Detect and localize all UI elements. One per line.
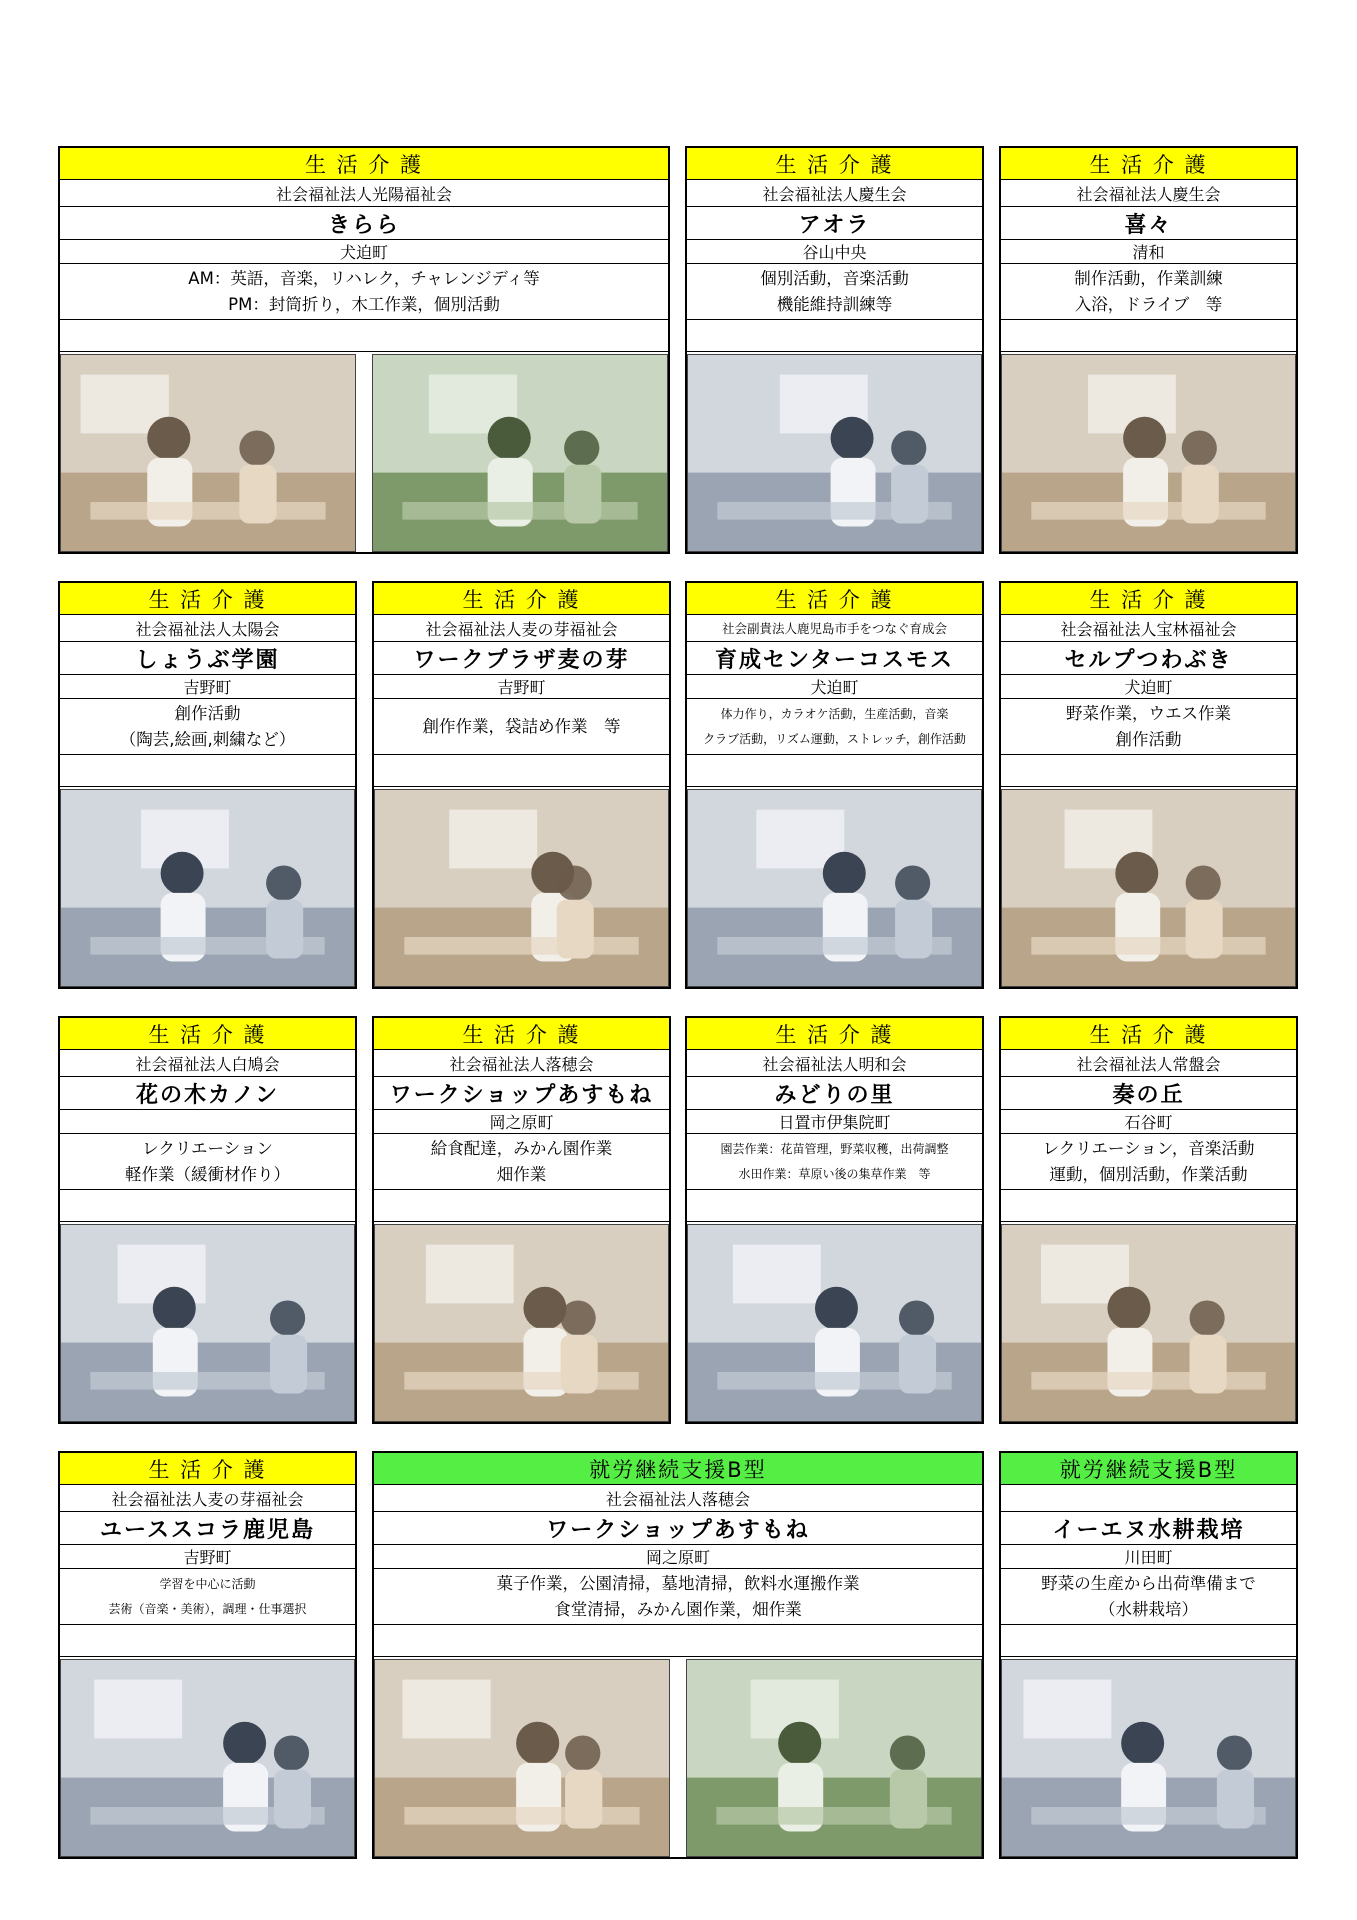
corporation-name — [1001, 1485, 1296, 1512]
blank-row — [374, 1190, 669, 1222]
activity-description — [374, 1569, 982, 1625]
blank-row — [374, 755, 669, 787]
facility-name: ワークショップあすもね — [374, 1077, 669, 1110]
photo-icon — [687, 354, 982, 552]
photo-icon — [374, 1224, 669, 1422]
activity-line: 野菜の生産から出荷準備まで — [1041, 1573, 1256, 1593]
facility-area: 犬迫町 — [687, 675, 982, 699]
activity-line: 菓子作業，公園清掃，墓地清掃，飲料水運搬作業 — [496, 1573, 860, 1593]
activity-description — [374, 699, 669, 755]
blank-row — [687, 320, 982, 352]
facility-card — [999, 1451, 1298, 1859]
photo-icon — [687, 1224, 982, 1422]
blank-row — [60, 320, 668, 352]
facility-name: ユーススコラ鹿児島 — [60, 1512, 355, 1545]
photo-icon — [1001, 1224, 1296, 1422]
facility-card — [58, 581, 357, 989]
corporation-name: 社会副貴法人鹿児島市手をつなぐ育成会 — [687, 615, 982, 642]
facility-card — [999, 146, 1298, 554]
service-type-header: 生 活 介 護 — [687, 583, 982, 615]
corporation-name: 社会福祉法人慶生会 — [687, 180, 982, 207]
corporation-name: 社会福祉法人光陽福祉会 — [60, 180, 668, 207]
activity-line: （水耕栽培） — [1099, 1599, 1198, 1619]
activity-line: 給食配達，みかん園作業 — [430, 1138, 613, 1158]
blank-row — [60, 1625, 355, 1657]
facility-card — [372, 1451, 984, 1859]
blank-row — [1001, 1625, 1296, 1657]
facility-area: 谷山中央 — [687, 240, 982, 264]
photo-area — [374, 789, 669, 987]
photo-icon — [60, 789, 355, 987]
blank-row — [374, 1625, 982, 1657]
facility-name: セルプつわぶき — [1001, 642, 1296, 675]
photo-icon — [374, 789, 669, 987]
activity-line: 園芸作業：花苗管理，野菜収穫，出荷調整 — [720, 1141, 949, 1156]
activity-line: AM：英語，音楽，リハレク，チャレンジディ等 — [188, 268, 540, 288]
photo-area — [1001, 354, 1296, 552]
facility-name: しょうぶ学園 — [60, 642, 355, 675]
corporation-name: 社会福祉法人慶生会 — [1001, 180, 1296, 207]
photo-area — [60, 789, 355, 987]
activity-line: 野菜作業，ウエス作業 — [1066, 703, 1231, 723]
facility-card — [999, 581, 1298, 989]
activity-description — [687, 264, 982, 320]
activity-line: レクリエーション，音楽活動 — [1042, 1138, 1255, 1158]
blank-row — [60, 755, 355, 787]
photo-area — [1001, 1659, 1296, 1857]
facility-card — [58, 1016, 357, 1424]
photo-icon — [1001, 789, 1296, 987]
photo-area — [60, 1224, 355, 1422]
facility-area: 吉野町 — [60, 1545, 355, 1569]
activity-line: 創作作業，袋詰め作業 等 — [422, 716, 621, 736]
activity-line: 創作活動 — [174, 703, 241, 723]
blank-row — [1001, 320, 1296, 352]
activity-line: 水田作業：草原い後の集草作業 等 — [738, 1166, 931, 1181]
facility-name: アオラ — [687, 207, 982, 240]
photo-area — [60, 1659, 355, 1857]
facility-area: 日置市伊集院町 — [687, 1110, 982, 1134]
activity-line: 創作活動 — [1115, 729, 1182, 749]
corporation-name: 社会福祉法人宝林福祉会 — [1001, 615, 1296, 642]
activity-line: 学習を中心に活動 — [159, 1576, 256, 1591]
facility-area: 清和 — [1001, 240, 1296, 264]
facility-name: みどりの里 — [687, 1077, 982, 1110]
photo-area — [1001, 1224, 1296, 1422]
service-type-header: 生 活 介 護 — [1001, 583, 1296, 615]
facility-name: イーエヌ水耕栽培 — [1001, 1512, 1296, 1545]
facility-card — [685, 581, 984, 989]
activity-line: 入浴，ドライブ 等 — [1074, 294, 1223, 314]
facility-name: ワークプラザ麦の芽 — [374, 642, 669, 675]
photo-icon — [1001, 1659, 1296, 1857]
activity-description — [687, 699, 982, 755]
facility-name: 奏の丘 — [1001, 1077, 1296, 1110]
corporation-name: 社会福祉法人太陽会 — [60, 615, 355, 642]
corporation-name: 社会福祉法人白鳩会 — [60, 1050, 355, 1077]
blank-row — [687, 755, 982, 787]
facility-name: ワークショップあすもね — [374, 1512, 982, 1545]
activity-line: 制作活動，作業訓練 — [1074, 268, 1223, 288]
photo-area — [374, 1224, 669, 1422]
blank-row — [60, 1190, 355, 1222]
corporation-name: 社会福祉法人常盤会 — [1001, 1050, 1296, 1077]
service-type-header: 生 活 介 護 — [687, 148, 982, 180]
activity-description — [374, 1134, 669, 1190]
facility-card — [685, 146, 984, 554]
facility-area: 岡之原町 — [374, 1545, 982, 1569]
activity-line: 畑作業 — [496, 1164, 547, 1184]
facility-card — [372, 581, 671, 989]
service-type-header: 生 活 介 護 — [1001, 148, 1296, 180]
photo-area — [1001, 789, 1296, 987]
activity-description — [60, 1569, 355, 1625]
activity-description — [1001, 1569, 1296, 1625]
corporation-name: 社会福祉法人明和会 — [687, 1050, 982, 1077]
corporation-name: 社会福祉法人落穂会 — [374, 1485, 982, 1512]
facility-card — [685, 1016, 984, 1424]
corporation-name: 社会福祉法人麦の芽福祉会 — [60, 1485, 355, 1512]
activity-description — [687, 1134, 982, 1190]
facility-name: 花の木カノン — [60, 1077, 355, 1110]
photo-icon — [687, 789, 982, 987]
facility-area: 石谷町 — [1001, 1110, 1296, 1134]
photo-icon — [60, 354, 356, 552]
photo-icon — [60, 1224, 355, 1422]
photo-icon — [374, 1659, 670, 1857]
activity-line: 芸術（音楽・美術），調理・仕事選択 — [108, 1601, 307, 1616]
service-type-header: 生 活 介 護 — [60, 1018, 355, 1050]
facility-area: 吉野町 — [60, 675, 355, 699]
facility-area: 川田町 — [1001, 1545, 1296, 1569]
photo-area — [687, 1224, 982, 1422]
service-type-header: 就労継続支援B型 — [374, 1453, 982, 1485]
activity-description — [1001, 264, 1296, 320]
facility-area: 吉野町 — [374, 675, 669, 699]
facility-card — [372, 1016, 671, 1424]
photo-area — [60, 354, 668, 552]
activity-line: 機能維持訓練等 — [776, 294, 893, 314]
blank-row — [1001, 1190, 1296, 1222]
corporation-name: 社会福祉法人落穂会 — [374, 1050, 669, 1077]
facility-name: 育成センターコスモス — [687, 642, 982, 675]
activity-description — [60, 699, 355, 755]
photo-icon — [60, 1659, 355, 1857]
service-type-header: 生 活 介 護 — [1001, 1018, 1296, 1050]
photo-icon — [1001, 354, 1296, 552]
activity-line: 軽作業（緩衝材作り） — [125, 1164, 290, 1184]
facility-card — [999, 1016, 1298, 1424]
facility-name: 喜々 — [1001, 207, 1296, 240]
facility-card — [58, 1451, 357, 1859]
activity-description — [1001, 1134, 1296, 1190]
service-type-header: 生 活 介 護 — [60, 1453, 355, 1485]
photo-icon — [372, 354, 668, 552]
activity-line: 個別活動，音楽活動 — [760, 268, 909, 288]
photo-icon — [686, 1659, 982, 1857]
corporation-name: 社会福祉法人麦の芽福祉会 — [374, 615, 669, 642]
service-type-header: 生 活 介 護 — [374, 1018, 669, 1050]
service-type-header: 就労継続支援B型 — [1001, 1453, 1296, 1485]
photo-area — [687, 354, 982, 552]
activity-description — [60, 1134, 355, 1190]
activity-line: レクリエーション — [142, 1138, 273, 1158]
photo-area — [687, 789, 982, 987]
service-type-header: 生 活 介 護 — [374, 583, 669, 615]
photo-area — [374, 1659, 982, 1857]
activity-description — [60, 264, 668, 320]
blank-row — [1001, 755, 1296, 787]
facility-area: 岡之原町 — [374, 1110, 669, 1134]
activity-line: 体力作り，カラオケ活動，生産活動，音楽 — [720, 706, 949, 721]
blank-row — [687, 1190, 982, 1222]
facility-area — [60, 1110, 355, 1134]
facility-card — [58, 146, 670, 554]
activity-description — [1001, 699, 1296, 755]
activity-line: クラブ活動，リズム運動，ストレッチ，創作活動 — [703, 731, 966, 746]
facility-area: 犬迫町 — [60, 240, 668, 264]
service-type-header: 生 活 介 護 — [60, 583, 355, 615]
facility-name: きらら — [60, 207, 668, 240]
service-type-header: 生 活 介 護 — [687, 1018, 982, 1050]
activity-line: 運動，個別活動，作業活動 — [1049, 1164, 1248, 1184]
service-type-header: 生 活 介 護 — [60, 148, 668, 180]
activity-line: PM：封筒折り，木工作業，個別活動 — [228, 294, 500, 314]
facility-area: 犬迫町 — [1001, 675, 1296, 699]
activity-line: 食堂清掃，みかん園作業，畑作業 — [554, 1599, 802, 1619]
activity-line: （陶芸,絵画,刺繍など） — [119, 729, 296, 749]
